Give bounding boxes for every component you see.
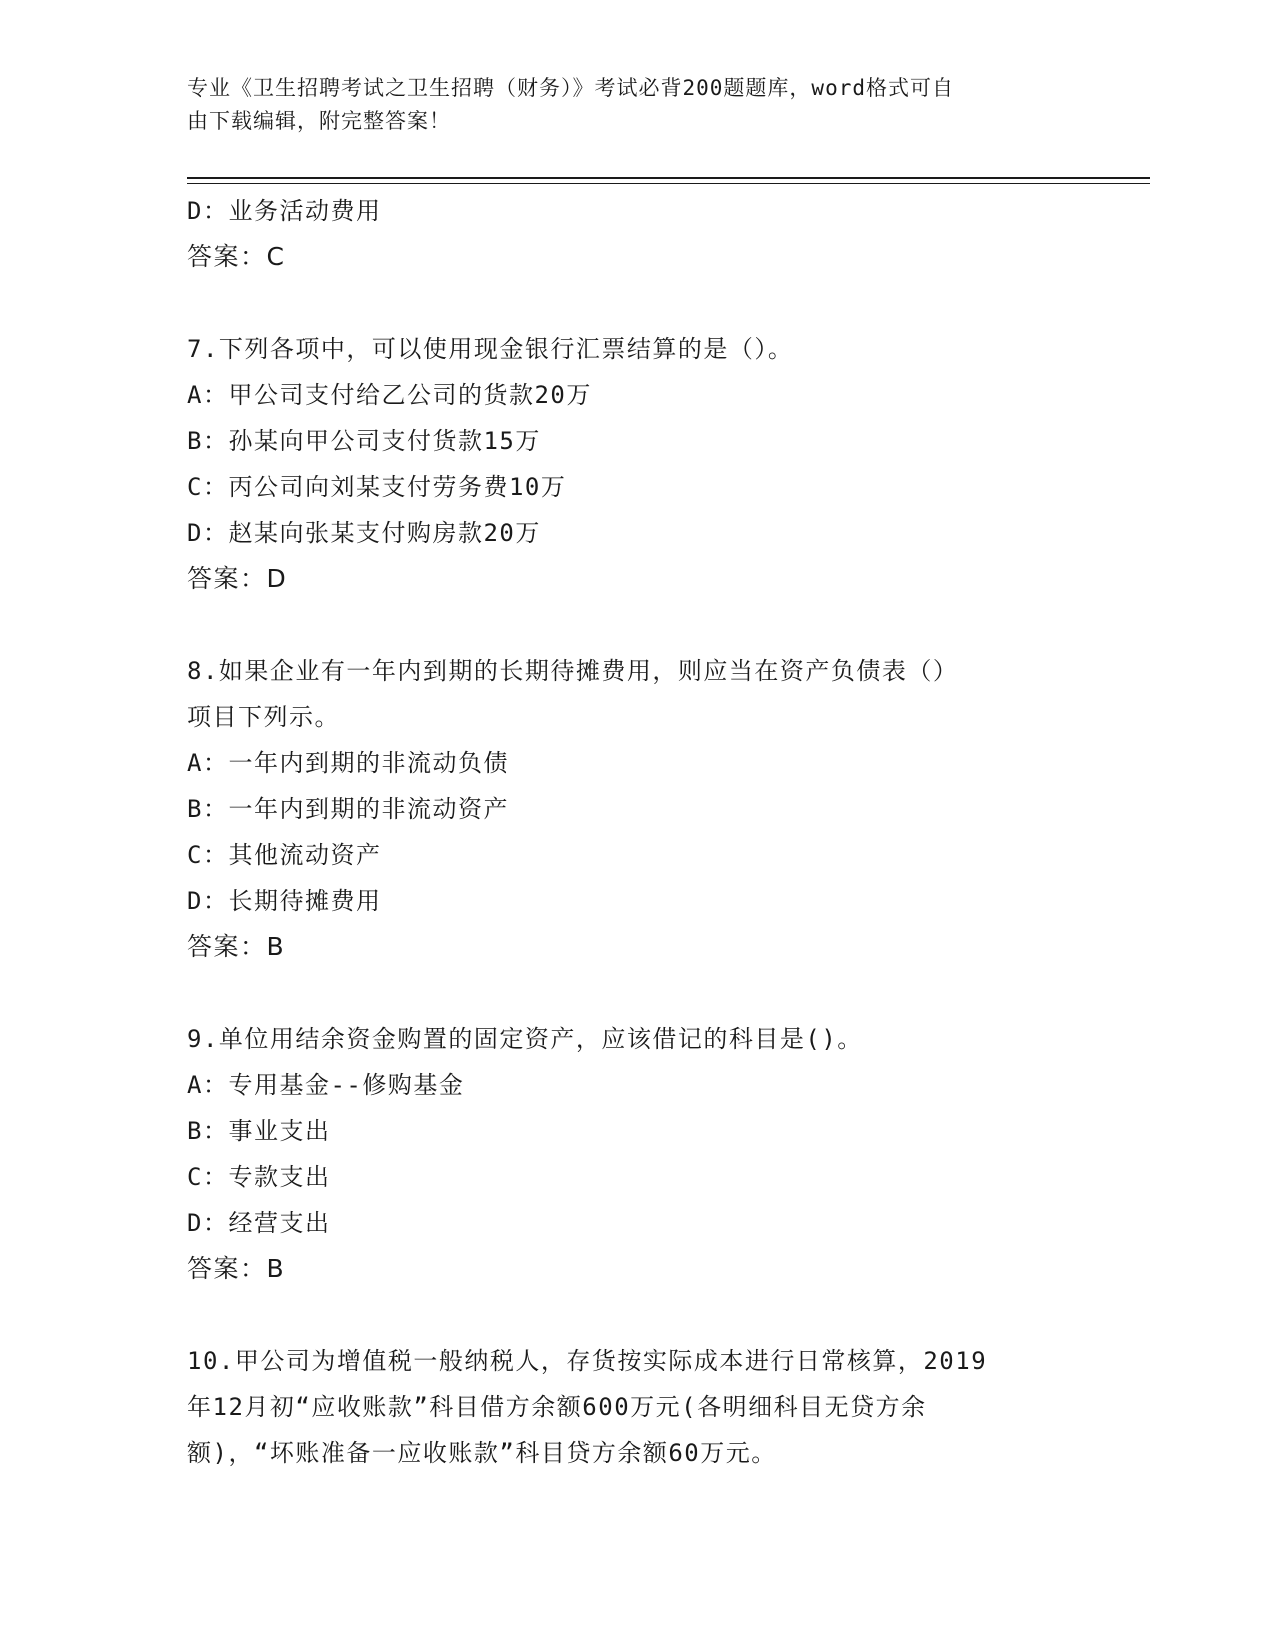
question-block-prev <box>187 188 1087 280</box>
option-a: A：专用基金--修购基金 <box>187 1071 465 1099</box>
option-d: D：业务活动费用 <box>187 197 382 225</box>
answer-line: 答案：B <box>187 932 286 961</box>
header-divider-thick <box>187 177 1150 179</box>
header-title-line-2: 由下载编辑，附完整答案！ <box>187 109 451 133</box>
option-b: B：事业支出 <box>187 1117 331 1145</box>
option-c: C：专款支出 <box>187 1163 331 1191</box>
option-d: D：长期待摊费用 <box>187 887 382 915</box>
option-a: A：甲公司支付给乙公司的货款20万 <box>187 381 592 409</box>
question-text-line-1: 10.甲公司为增值税一般纳税人，存货按实际成本进行日常核算，2019 <box>187 1347 988 1375</box>
question-block-10 <box>187 1338 1087 1476</box>
header-title-line-1: 专业《卫生招聘考试之卫生招聘（财务）》考试必背200题题库，word格式可自 <box>187 76 954 100</box>
document-header <box>187 72 1087 138</box>
option-d: D：经营支出 <box>187 1209 331 1237</box>
header-divider-thin <box>187 183 1150 184</box>
option-c: C：丙公司向刘某支付劳务费10万 <box>187 473 567 501</box>
option-b: B：一年内到期的非流动资产 <box>187 795 509 823</box>
answer-line: 答案：D <box>187 564 288 593</box>
question-block-8 <box>187 648 1087 970</box>
answer-line: 答案：B <box>187 1254 286 1283</box>
option-a: A：一年内到期的非流动负债 <box>187 749 509 777</box>
block-spacer <box>187 602 1087 648</box>
block-spacer <box>187 1292 1087 1338</box>
block-spacer <box>187 280 1087 326</box>
block-spacer <box>187 970 1087 1016</box>
option-b: B：孙某向甲公司支付货款15万 <box>187 427 541 455</box>
answer-line: 答案：C <box>187 242 286 271</box>
question-text: 9.单位用结余资金购置的固定资产，应该借记的科目是()。 <box>187 1025 863 1053</box>
question-text: 7.下列各项中，可以使用现金银行汇票结算的是（）。 <box>187 335 794 363</box>
option-c: C：其他流动资产 <box>187 841 382 869</box>
document-body <box>187 188 1087 1476</box>
question-text-line-3: 额)，“坏账准备一应收账款”科目贷方余额60万元。 <box>187 1439 777 1467</box>
option-d: D：赵某向张某支付购房款20万 <box>187 519 541 547</box>
question-text-line-1: 8.如果企业有一年内到期的长期待摊费用，则应当在资产负债表（） <box>187 657 959 685</box>
question-text-line-2: 项目下列示。 <box>187 703 340 731</box>
question-text-line-2: 年12月初“应收账款”科目借方余额600万元(各明细科目无贷方余 <box>187 1393 927 1421</box>
question-block-9 <box>187 1016 1087 1292</box>
question-block-7 <box>187 326 1087 602</box>
